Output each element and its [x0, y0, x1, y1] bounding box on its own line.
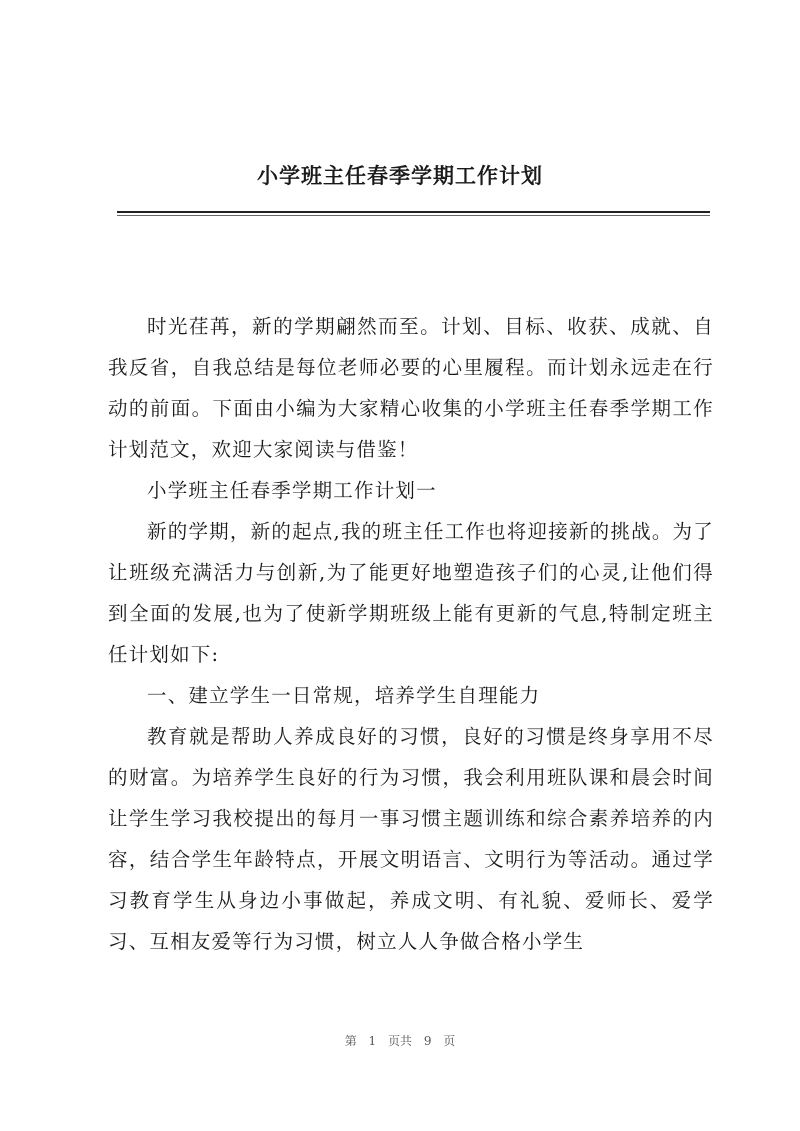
intro-paragraph: 时光荏苒，新的学期翩然而至。计划、目标、收获、成就、自我反省，自我总结是每位老师必要的心里履程。而计划永远走在行动的前面。下面由小编为大家精心收集的小学班主任春季学期工作计划范文，欢迎大家阅读与借鉴！ [108, 315, 714, 461]
body-paragraph: 教育就是帮助人养成良好的习惯，良好的习惯是终身享用不尽的财富。为培养学生良好的行为习惯，我会利用班队课和晨会时间让学生学习我校提出的每月一事习惯主题训练和综合素养培养的内容，结合学生年龄特点，开展文明语言、文明行为等活动。通过学习教育学生从身边小事做起，养成文明、有礼貌、爱师长、爱学习、互相友爱等行为习惯，树立人人争做合格小学生 [108, 725, 714, 953]
document-title: 小学班主任春季学期工作计划 [257, 164, 543, 188]
page-number-footer: 第 1 页共 9 页 [344, 1034, 456, 1048]
title-divider-thin [117, 215, 710, 216]
title-divider [117, 211, 710, 213]
section-heading: 小学班主任春季学期工作计划一 [147, 479, 437, 502]
body-paragraph: 新的学期，新的起点,我的班主任工作也将迎接新的挑战。为了让班级充满活力与创新,为了能更好地塑造孩子们的心灵,让他们得到全面的发展,也为了使新学期班级上能有更新的气息,特制定班主任计划如下: [108, 520, 714, 666]
subsection-heading: 一、建立学生一日常规，培养学生自理能力 [147, 684, 541, 707]
document-body [108, 306, 714, 962]
